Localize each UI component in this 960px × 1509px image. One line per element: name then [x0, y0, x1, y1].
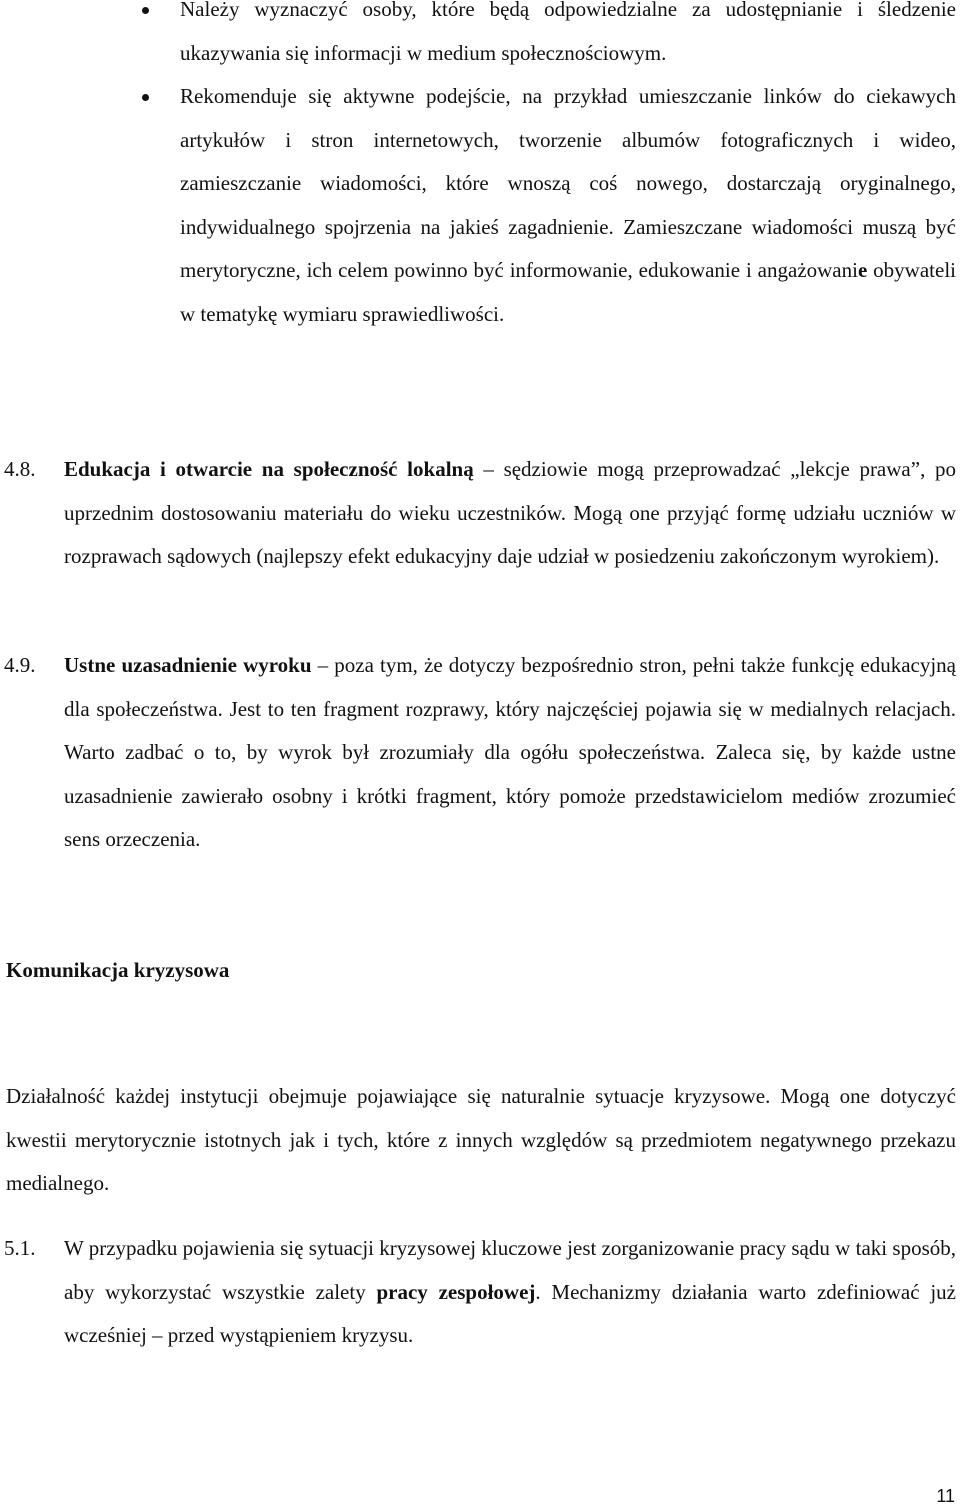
section-text-bold: pracy zespołowej: [376, 1279, 536, 1304]
section-4-9: [4, 644, 957, 862]
bullet-icon: [142, 7, 149, 14]
bullet-text: Rekomenduje się aktywne podejście, na przykład umieszczanie linków do ciekawych artykułów i stron internetowych, tworzenie albumów fotograficznych i wideo, zamieszczanie wiadomości, które wnoszą coś nowego, dostarczają oryginalnego, indywidualnego spojrzenia na jakieś zagadnienie.: [180, 84, 956, 239]
bullet-text: Należy wyznaczyć osoby, które będą odpowiedzialne za udostępnianie i śledzenie ukazywania się informacji w medium społecznościowym.: [180, 0, 956, 65]
page-number: 11: [936, 1486, 955, 1506]
section-heading: Komunikacja kryzysowa: [6, 958, 230, 982]
section-5-1: [4, 1227, 956, 1358]
section-number: 4.8.: [4, 457, 36, 481]
intro-paragraph: Działalność każdej instytucji obejmuje pojawiające się naturalnie sytuacje kryzysowe. Mogą one dotyczyć kwestii merytorycznie istotnych jak i tych, które z innych względów są przedmiotem negatywnego przekazu medialnego.: [6, 1084, 956, 1195]
bullet-text: Zamieszczane wiadomości muszą być merytoryczne, ich celem powinno być informowanie, edukowanie i angażowani: [180, 214, 956, 282]
bullet-icon: [142, 94, 149, 101]
bullet-item: [180, 0, 956, 75]
section-number: 5.1.: [4, 1236, 36, 1260]
section-text: . Mechanizmy działania warto zdefiniować już wcześniej – przed wystąpieniem kryzysu.: [64, 1279, 956, 1347]
bullet-text: obywateli w tematykę wymiaru sprawiedliwości.: [180, 258, 956, 326]
section-number: 4.9.: [4, 653, 36, 677]
bullet-text-bold: e: [857, 258, 868, 282]
section-4-8: [4, 448, 956, 579]
section-text: – sędziowie mogą przeprowadzać „lekcje prawa”, po uprzednim dostosowaniu materiału do wieku uczestników. Mogą one przyjąć formę udziału uczniów w rozprawach sądowych (najlepszy efekt edukacyjny daje udział w posiedzeniu zakończonym wyrokiem).: [64, 457, 956, 568]
section-title: Ustne uzasadnienie wyroku: [64, 653, 312, 677]
section-title: Edukacja i otwarcie na społeczność lokalną: [64, 457, 474, 481]
section-text: W przypadku pojawienia się sytuacji kryzysowej kluczowe jest zorganizowanie pracy sądu w taki sposób, aby wykorzystać wszystkie zalety: [64, 1236, 956, 1304]
bullet-item: [180, 75, 956, 336]
section-text: – poza tym, że dotyczy bezpośrednio stron, pełni także funkcję edukacyjną dla społeczeństwa. Jest to ten fragment rozprawy, który najczęściej pojawia się w medialnych relacjach. Warto zadbać o to, by wyrok był zrozumiały dla ogółu społeczeństwa. Zaleca się, by każde ustne uzasadnienie zawierało osobny i krótki fragment, który pomoże przedstawicielom mediów zrozumieć sens orzeczenia.: [64, 653, 957, 851]
